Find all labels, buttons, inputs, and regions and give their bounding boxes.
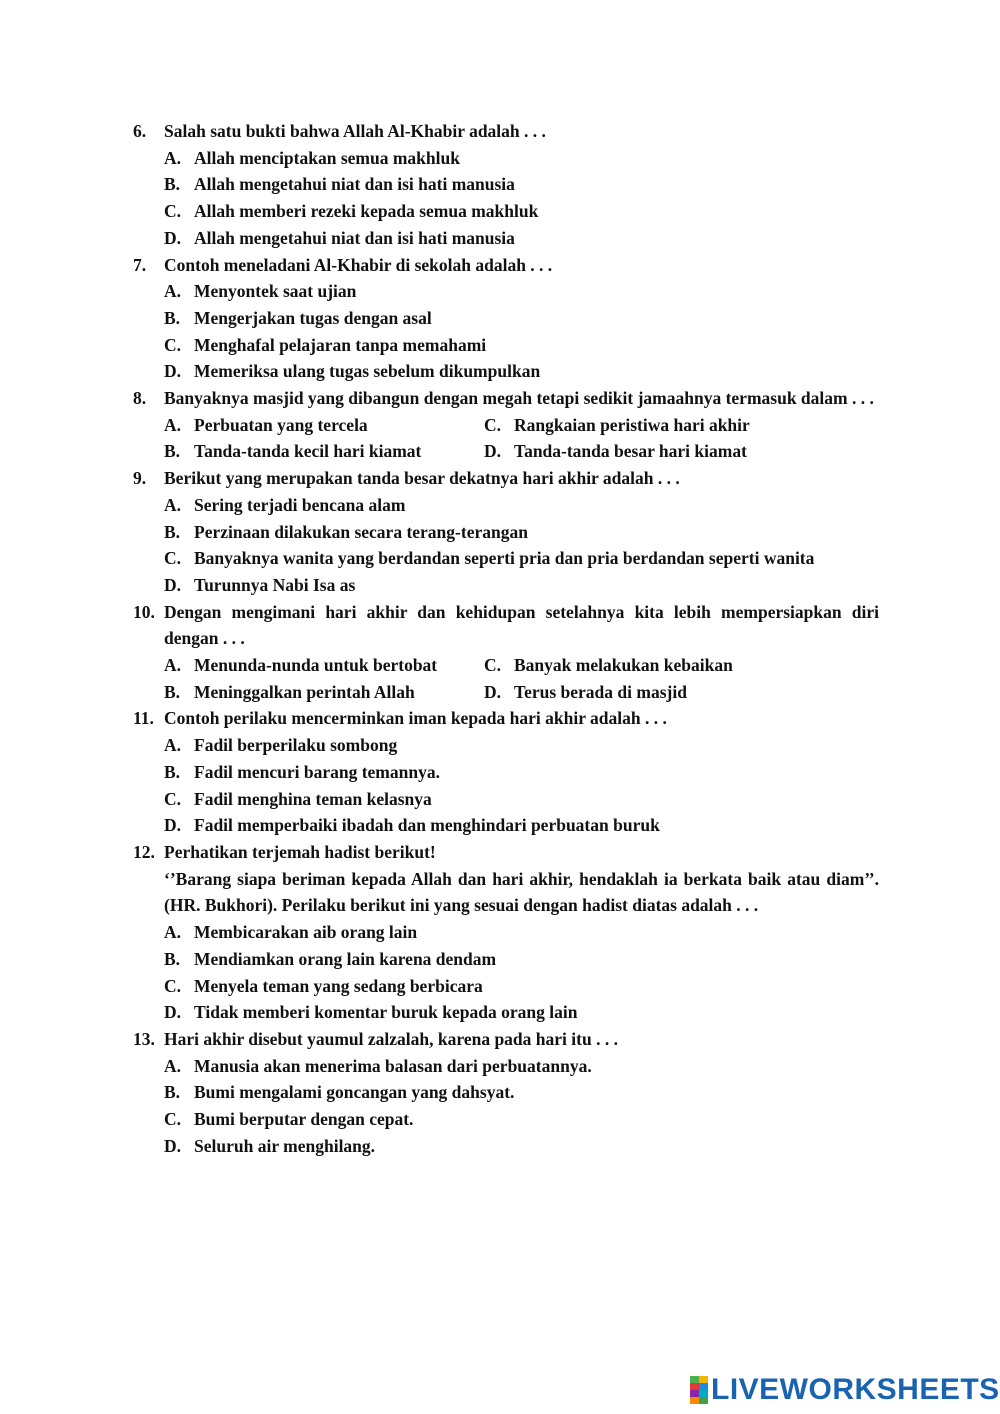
- question-text: Berikut yang merupakan tanda besar dekatnya hari akhir adalah . . .: [164, 468, 680, 489]
- option-text: Manusia akan menerima balasan dari perbuatannya.: [194, 1055, 592, 1076]
- option-letter: D.: [164, 1002, 182, 1023]
- question-stem: [133, 385, 879, 412]
- question-number: 10.: [133, 601, 155, 622]
- option-text: Perzinaan dilakukan secara terang-terangan: [194, 521, 528, 542]
- option-letter: B.: [164, 521, 181, 542]
- option-text: Fadil berperilaku sombong: [194, 735, 398, 756]
- question-stem: [133, 839, 879, 866]
- answer-option-b: [164, 759, 879, 786]
- option-letter: C.: [164, 334, 182, 355]
- option-letter: C.: [484, 414, 502, 435]
- worksheet-questions: [133, 118, 879, 1159]
- question-text: Contoh perilaku mencerminkan iman kepada hari akhir adalah . . .: [164, 708, 667, 729]
- answer-options-grid: [164, 652, 879, 705]
- answer-option-d: [484, 679, 879, 706]
- option-text: Meninggalkan perintah Allah: [194, 681, 415, 702]
- option-letter: C.: [164, 548, 182, 569]
- question-7: [133, 252, 879, 386]
- answer-option-d: [164, 812, 879, 839]
- option-text: Fadil mencuri barang temannya.: [194, 761, 440, 782]
- question-10: [133, 599, 879, 706]
- option-text: Seluruh air menghilang.: [194, 1135, 376, 1156]
- option-text: Allah mengetahui niat dan isi hati manusia: [194, 174, 515, 195]
- answer-option-d: [164, 358, 879, 385]
- option-letter: D.: [164, 574, 182, 595]
- answer-option-a: [164, 492, 879, 519]
- logo-mark-square: [690, 1376, 699, 1383]
- option-text: Menyela teman yang sedang berbicara: [194, 975, 483, 996]
- question-number: 8.: [133, 388, 147, 409]
- question-stem: [133, 599, 879, 652]
- answer-option-b: [164, 519, 879, 546]
- option-text: Tanda-tanda kecil hari kiamat: [194, 441, 422, 462]
- option-letter: A.: [164, 655, 182, 676]
- answer-option-b: [164, 679, 484, 706]
- answer-option-c: [164, 198, 879, 225]
- option-letter: A.: [164, 735, 182, 756]
- option-letter: A.: [164, 414, 182, 435]
- answer-option-a: [164, 278, 879, 305]
- question-number: 13.: [133, 1028, 155, 1049]
- option-letter: A.: [164, 494, 182, 515]
- logo-mark-square: [690, 1390, 699, 1397]
- option-letter: C.: [484, 655, 502, 676]
- option-letter: C.: [164, 788, 182, 809]
- option-text: Banyaknya wanita yang berdandan seperti pria dan pria berdandan seperti wanita: [194, 548, 815, 569]
- liveworksheets-logo-mark: [690, 1376, 708, 1404]
- answer-option-d: [164, 225, 879, 252]
- option-letter: B.: [164, 441, 181, 462]
- option-letter: B.: [164, 681, 181, 702]
- option-letter: A.: [164, 147, 182, 168]
- answer-option-c: [164, 332, 879, 359]
- answer-option-b: [164, 1079, 879, 1106]
- option-letter: A.: [164, 922, 182, 943]
- answer-option-b: [164, 171, 879, 198]
- question-number: 9.: [133, 468, 147, 489]
- answer-option-b: [164, 305, 879, 332]
- option-text: Rangkaian peristiwa hari akhir: [514, 414, 750, 435]
- option-letter: D.: [164, 815, 182, 836]
- question-text: Contoh meneladani Al-Khabir di sekolah adalah . . .: [164, 254, 553, 275]
- answer-option-a: [164, 919, 879, 946]
- option-text: Menyontek saat ujian: [194, 281, 357, 302]
- option-text: Membicarakan aib orang lain: [194, 922, 418, 943]
- answer-option-a: [164, 732, 879, 759]
- answer-option-a: [164, 145, 879, 172]
- question-13: [133, 1026, 879, 1160]
- answer-option-c: [164, 1106, 879, 1133]
- option-text: Mendiamkan orang lain karena dendam: [194, 948, 497, 969]
- option-text: Allah memberi rezeki kepada semua makhluk: [194, 201, 539, 222]
- logo-mark-square: [690, 1397, 699, 1404]
- option-text: Allah menciptakan semua makhluk: [194, 147, 460, 168]
- option-letter: B.: [164, 761, 181, 782]
- option-letter: B.: [164, 307, 181, 328]
- answer-option-d: [164, 572, 879, 599]
- option-text: Turunnya Nabi Isa as: [194, 574, 356, 595]
- option-text: Perbuatan yang tercela: [194, 414, 368, 435]
- option-text: Menunda-nunda untuk bertobat: [194, 655, 438, 676]
- question-number: 7.: [133, 254, 147, 275]
- answer-option-c: [164, 545, 879, 572]
- option-letter: C.: [164, 1109, 182, 1130]
- option-text: Bumi berputar dengan cepat.: [194, 1109, 414, 1130]
- answer-option-b: [164, 946, 879, 973]
- logo-mark-square: [699, 1376, 708, 1383]
- question-number: 11.: [133, 708, 154, 729]
- option-letter: C.: [164, 975, 182, 996]
- option-text: Terus berada di masjid: [514, 681, 687, 702]
- question-text: Dengan mengimani hari akhir dan kehidupan setelahnya kita lebih mempersiapkan diri dengan . . .: [164, 601, 879, 649]
- question-stem: [133, 705, 879, 732]
- option-text: Fadil memperbaiki ibadah dan menghindari perbuatan buruk: [194, 815, 660, 836]
- answer-option-d: [484, 438, 879, 465]
- option-text: Memeriksa ulang tugas sebelum dikumpulkan: [194, 361, 541, 382]
- option-letter: B.: [164, 174, 181, 195]
- option-letter: C.: [164, 201, 182, 222]
- option-letter: D.: [484, 681, 502, 702]
- option-letter: B.: [164, 948, 181, 969]
- logo-mark-square: [699, 1383, 708, 1390]
- question-8: [133, 385, 879, 465]
- option-letter: D.: [164, 361, 182, 382]
- question-11: [133, 705, 879, 839]
- answer-option-c: [484, 652, 879, 679]
- answer-options-grid: [164, 412, 879, 465]
- option-text: Allah mengetahui niat dan isi hati manusia: [194, 227, 515, 248]
- question-number: 12.: [133, 841, 155, 862]
- question-stem: [133, 252, 879, 279]
- answer-option-a: [164, 652, 484, 679]
- option-text: Mengerjakan tugas dengan asal: [194, 307, 432, 328]
- answer-option-c: [164, 973, 879, 1000]
- option-letter: A.: [164, 1055, 182, 1076]
- answer-option-a: [164, 1053, 879, 1080]
- question-number: 6.: [133, 121, 147, 141]
- answer-option-c: [164, 786, 879, 813]
- question-6: [133, 118, 879, 252]
- answer-option-a: [164, 412, 484, 439]
- option-text: Bumi mengalami goncangan yang dahsyat.: [194, 1082, 515, 1103]
- logo-mark-square: [699, 1397, 708, 1404]
- option-text: Sering terjadi bencana alam: [194, 494, 406, 515]
- answer-option-b: [164, 438, 484, 465]
- liveworksheets-logo-text: LIVEWORKSHEETS: [711, 1373, 1000, 1406]
- option-letter: D.: [164, 1135, 182, 1156]
- logo-mark-square: [699, 1390, 708, 1397]
- answer-option-d: [164, 999, 879, 1026]
- question-text: Perhatikan terjemah hadist berikut!: [164, 841, 436, 862]
- answer-option-c: [484, 412, 879, 439]
- option-letter: A.: [164, 281, 182, 302]
- question-stem: [133, 465, 879, 492]
- question-stem: [133, 118, 879, 145]
- question-9: [133, 465, 879, 599]
- option-text: Menghafal pelajaran tanpa memahami: [194, 334, 487, 355]
- question-text: Salah satu bukti bahwa Allah Al-Khabir adalah . . .: [164, 121, 546, 141]
- question-text: Banyaknya masjid yang dibangun dengan megah tetapi sedikit jamaahnya termasuk dalam . . .: [164, 388, 874, 409]
- question-text: Hari akhir disebut yaumul zalzalah, karena pada hari itu . . .: [164, 1028, 618, 1049]
- hadith-quote-text: ‘’Barang siapa beriman kepada Allah dan hari akhir, hendaklah ia berkata baik atau diam’’.(HR. Bukhori). Perilaku berikut ini yang sesuai dengan hadist diatas adalah . . .: [164, 868, 879, 916]
- option-text: Tidak memberi komentar buruk kepada orang lain: [194, 1002, 578, 1023]
- logo-mark-square: [690, 1383, 699, 1390]
- option-letter: B.: [164, 1082, 181, 1103]
- option-text: Tanda-tanda besar hari kiamat: [514, 441, 747, 462]
- option-text: Fadil menghina teman kelasnya: [194, 788, 432, 809]
- option-letter: D.: [164, 227, 182, 248]
- question-12: [133, 839, 879, 1026]
- liveworksheets-logo: [690, 1374, 1000, 1406]
- answer-option-d: [164, 1133, 879, 1160]
- option-text: Banyak melakukan kebaikan: [514, 655, 733, 676]
- question-stem: [133, 1026, 879, 1053]
- option-letter: D.: [484, 441, 502, 462]
